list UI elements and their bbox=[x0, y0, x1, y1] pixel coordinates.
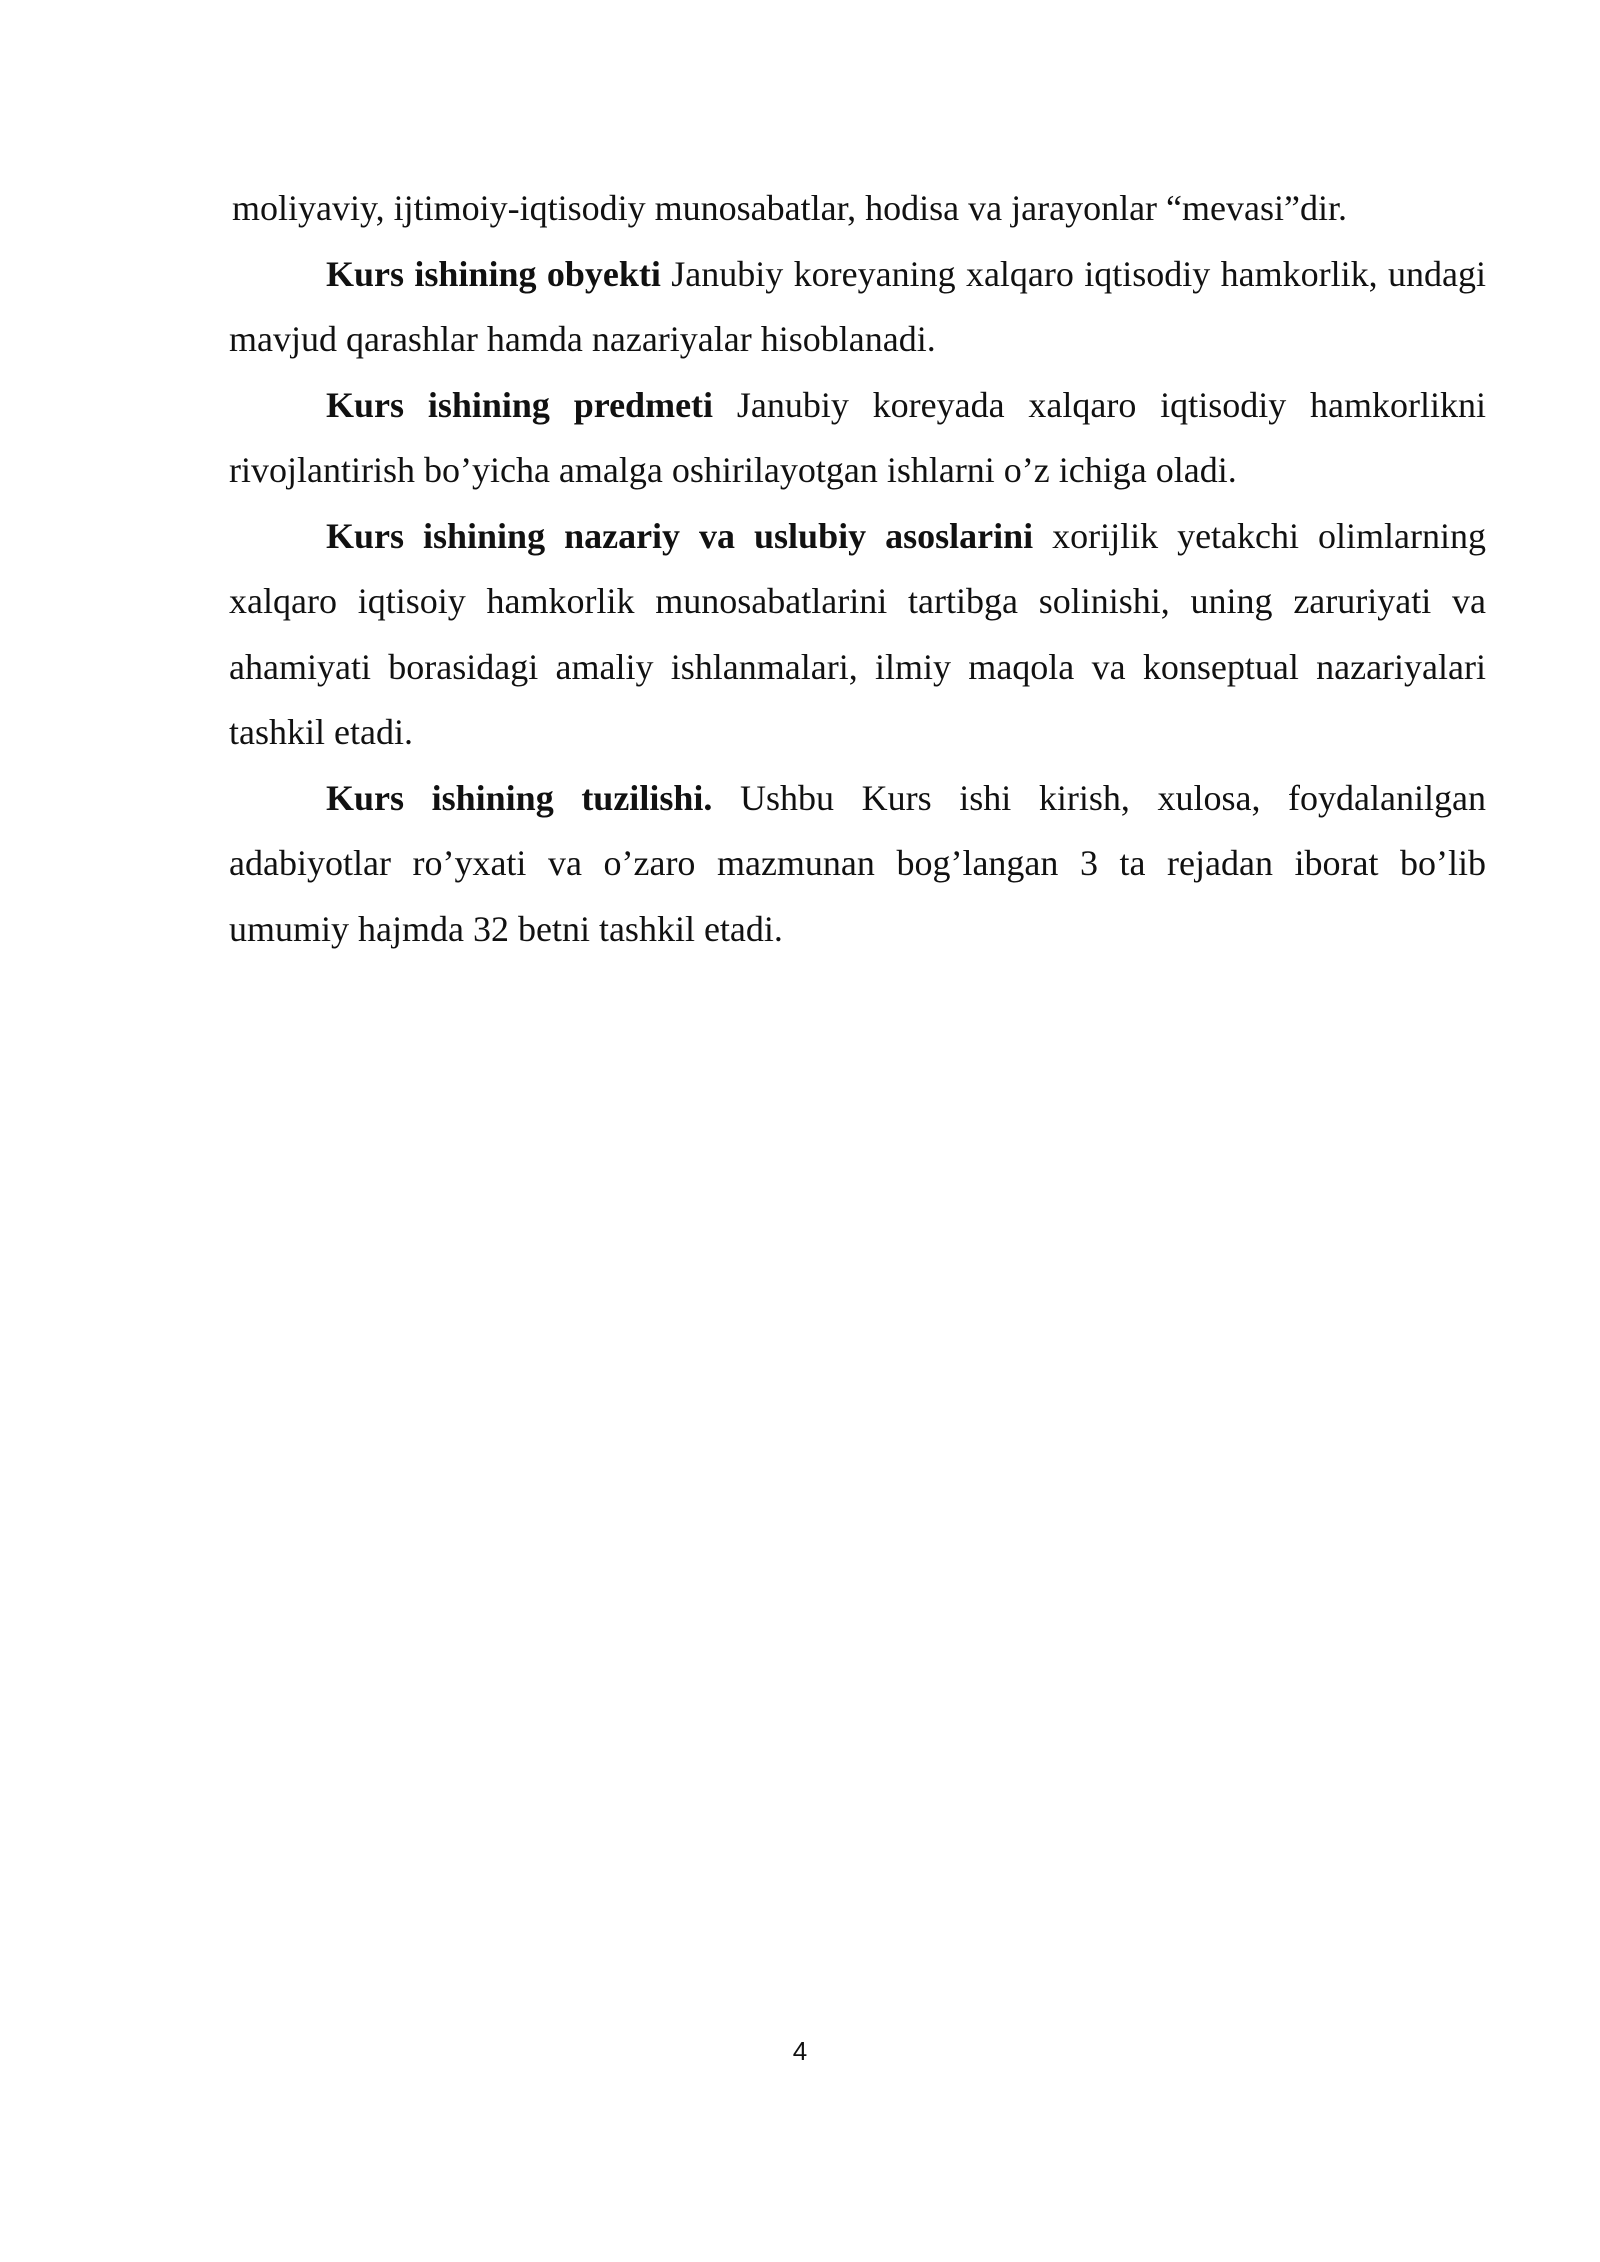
paragraph-lead: Kurs ishining obyekti bbox=[326, 253, 661, 294]
paragraph-object bbox=[229, 242, 1486, 373]
paragraph-structure bbox=[229, 766, 1486, 963]
paragraph-methodology bbox=[229, 504, 1486, 766]
continuation-line: moliyaviy, ijtimoiy-iqtisodiy munosabatlar, hodisa va jarayonlar “mevasi”dir. bbox=[232, 188, 1347, 228]
page-number: 4 bbox=[792, 2036, 808, 2066]
paragraph-body: Ushbu Kurs ishi kirish, xulosa, foydalanilgan adabiyotlar ro’yxati va o’zaro mazmunan bog’langan 3 ta rejadan iborat bo’lib umumiy hajmda 32 betni tashkil etadi. bbox=[229, 777, 1486, 949]
paragraph-body: xorijlik yetakchi olimlarning xalqaro iqtisoiy hamkorlik munosabatlarini tartibga solinishi, uning zaruriyati va ahamiyati borasidagi amaliy ishlanmalari, ilmiy maqola va konseptual nazariyalari tashkil etadi. bbox=[229, 515, 1486, 752]
body-text bbox=[229, 176, 1486, 962]
paragraph-subject bbox=[229, 373, 1486, 504]
paragraph-body: Janubiy koreyaning xalqaro iqtisodiy hamkorlik, undagi mavjud qarashlar hamda nazariyalar hisoblanadi. bbox=[229, 253, 1487, 359]
paragraph-lead: Kurs ishining predmeti bbox=[326, 384, 714, 425]
paragraph-lead: Kurs ishining tuzilishi. bbox=[326, 777, 713, 818]
paragraph-body: Janubiy koreyada xalqaro iqtisodiy hamkorlikni rivojlantirish bo’yicha amalga oshirilayotgan ishlarni o’z ichiga oladi. bbox=[229, 384, 1486, 490]
paragraph-lead: Kurs ishining nazariy va uslubiy asoslarini bbox=[326, 515, 1034, 556]
